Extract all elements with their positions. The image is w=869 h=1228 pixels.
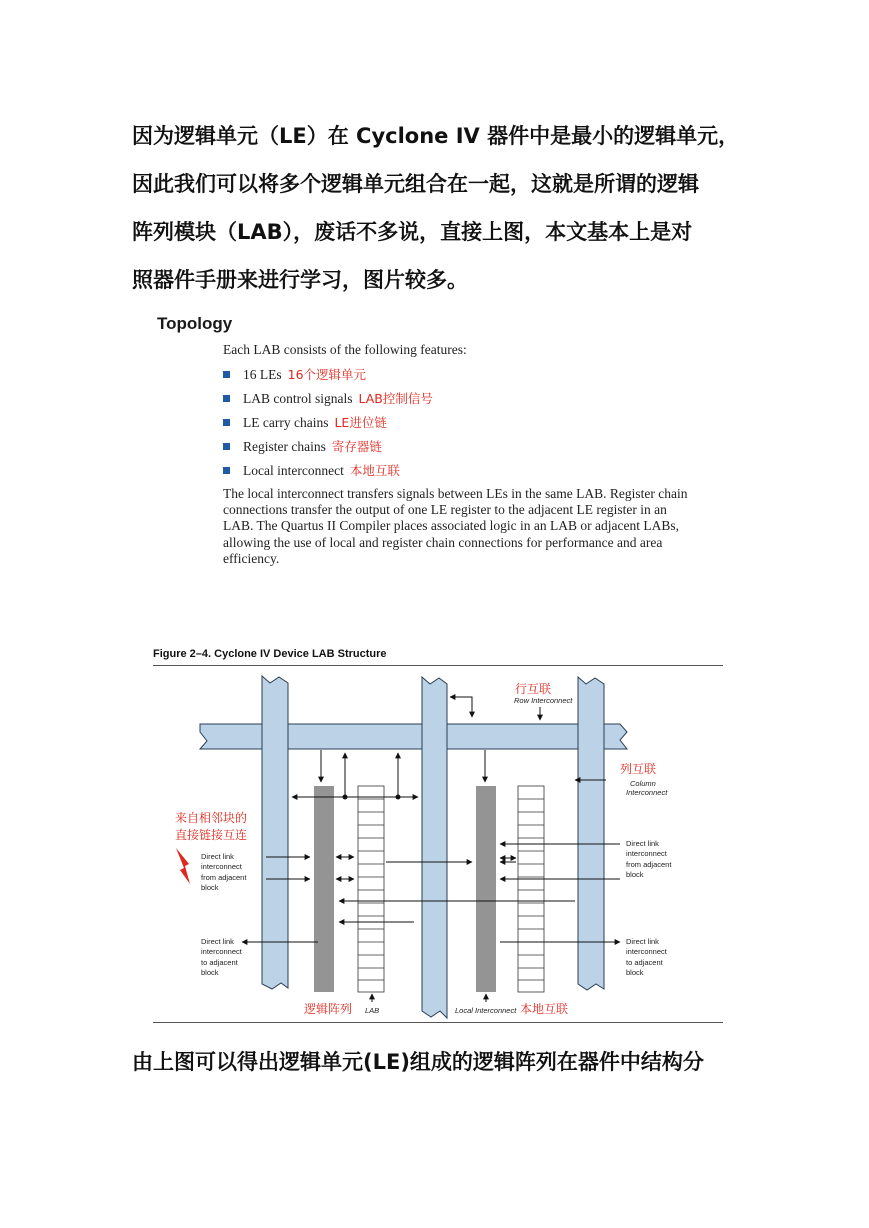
direct-link-text: to adjacent bbox=[201, 958, 238, 967]
direct-link-text: block bbox=[201, 883, 219, 892]
direct-link-text: Direct link bbox=[201, 852, 234, 861]
feature-label: Register chains bbox=[243, 439, 326, 454]
feature-note: 16个逻辑单元 bbox=[287, 367, 367, 382]
figure-bottom-rule bbox=[153, 1022, 723, 1023]
paragraph-line: The local interconnect transfers signals between LEs in the same LAB. Register chain bbox=[223, 486, 688, 501]
local-interconnect-cn-label: 本地互联 bbox=[520, 1002, 569, 1016]
direct-link-text: interconnect bbox=[201, 947, 242, 956]
local-interconnect-bundle bbox=[313, 786, 335, 992]
direct-link-text: Direct link bbox=[626, 839, 659, 848]
figure-caption: Figure 2–4. Cyclone IV Device LAB Structure bbox=[153, 648, 387, 660]
column-interconnect-bus bbox=[578, 677, 604, 990]
direct-link-text: block bbox=[626, 968, 644, 977]
paragraph-line: efficiency. bbox=[223, 550, 280, 566]
direct-link-out-left-label bbox=[201, 937, 243, 977]
direct-link-in-right-label bbox=[626, 839, 672, 879]
direct-link-text: block bbox=[626, 870, 644, 879]
paragraph-line: connections transfer the output of one LE register to the adjacent LE register in an bbox=[223, 502, 667, 518]
local-interconnect-en-label: Local Interconnect bbox=[455, 1006, 517, 1015]
direct-link-text: to adjacent bbox=[626, 958, 663, 967]
square-bullet-icon bbox=[223, 371, 230, 378]
column-interconnect-cn-label: 列互联 bbox=[620, 762, 657, 776]
direct-link-in-left-label bbox=[201, 852, 247, 892]
lab-le-stack bbox=[358, 786, 384, 992]
column-interconnect-bus bbox=[422, 677, 447, 1018]
column-interconnect-en-label: Interconnect bbox=[626, 788, 668, 797]
intro-line: 因此我们可以将多个逻辑单元组合在一起，这就是所谓的逻辑 bbox=[132, 172, 699, 196]
feature-item bbox=[223, 461, 400, 479]
topology-heading: Topology bbox=[157, 314, 233, 333]
intro-paragraph bbox=[132, 112, 752, 304]
red-pointer-arrow-icon bbox=[176, 848, 190, 884]
adjacent-link-cn-label: 来自相邻块的 bbox=[175, 811, 248, 825]
topology-intro: Each LAB consists of the following features: bbox=[223, 342, 467, 357]
paragraph-line: allowing the use of local and register chain connections for performance and area bbox=[223, 534, 663, 550]
topology-paragraph bbox=[223, 486, 723, 567]
square-bullet-icon bbox=[223, 419, 230, 426]
feature-note: LAB控制信号 bbox=[358, 391, 433, 406]
direct-link-text: from adjacent bbox=[626, 860, 672, 869]
intro-line: 照器件手册来进行学习，图片较多。 bbox=[132, 268, 468, 292]
adjacent-link-cn-label: 直接链接互连 bbox=[175, 828, 248, 842]
feature-note: 寄存器链 bbox=[331, 439, 382, 454]
direct-link-text: Direct link bbox=[201, 937, 234, 946]
feature-label: Local interconnect bbox=[243, 463, 344, 478]
row-interconnect-cn-label: 行互联 bbox=[515, 682, 552, 696]
square-bullet-icon bbox=[223, 467, 230, 474]
paragraph-line: LAB. The Quartus II Compiler places associated logic in an LAB or adjacent LABs, bbox=[223, 518, 680, 534]
square-bullet-icon bbox=[223, 443, 230, 450]
direct-link-text: interconnect bbox=[201, 862, 242, 871]
direct-link-text: block bbox=[201, 968, 219, 977]
column-interconnect-en-label: Column bbox=[630, 779, 656, 788]
direct-link-text: Direct link bbox=[626, 937, 659, 946]
outro-line: 由上图可以得出逻辑单元(LE)组成的逻辑阵列在器件中结构分 bbox=[132, 1050, 704, 1074]
figure-top-rule bbox=[153, 665, 723, 666]
direct-link-text: from adjacent bbox=[201, 873, 247, 882]
logic-array-cn-label: 逻辑阵列 bbox=[304, 1002, 353, 1016]
feature-item bbox=[223, 389, 433, 407]
feature-label: LAB control signals bbox=[243, 391, 353, 406]
feature-item bbox=[223, 437, 382, 455]
feature-label: LE carry chains bbox=[243, 415, 329, 430]
feature-label: 16 LEs bbox=[243, 367, 282, 382]
local-interconnect-bundle bbox=[475, 786, 497, 992]
square-bullet-icon bbox=[223, 395, 230, 402]
direct-link-out-right-label bbox=[626, 937, 668, 977]
feature-note: 本地互联 bbox=[349, 463, 400, 478]
intro-line: 阵列模块（LAB），废话不多说，直接上图，本文基本上是对 bbox=[132, 220, 693, 244]
feature-item bbox=[223, 365, 366, 383]
lab-le-stack bbox=[518, 786, 544, 992]
intro-line: 因为逻辑单元（LE）在 Cyclone IV 器件中是最小的逻辑单元， bbox=[132, 124, 740, 148]
lab-structure-diagram bbox=[150, 668, 730, 1020]
feature-note: LE进位链 bbox=[334, 415, 387, 430]
feature-item bbox=[223, 413, 387, 431]
direct-link-text: interconnect bbox=[626, 947, 667, 956]
direct-link-text: interconnect bbox=[626, 849, 667, 858]
row-interconnect-en-label: Row Interconnect bbox=[514, 696, 573, 705]
lab-label: LAB bbox=[365, 1006, 380, 1015]
